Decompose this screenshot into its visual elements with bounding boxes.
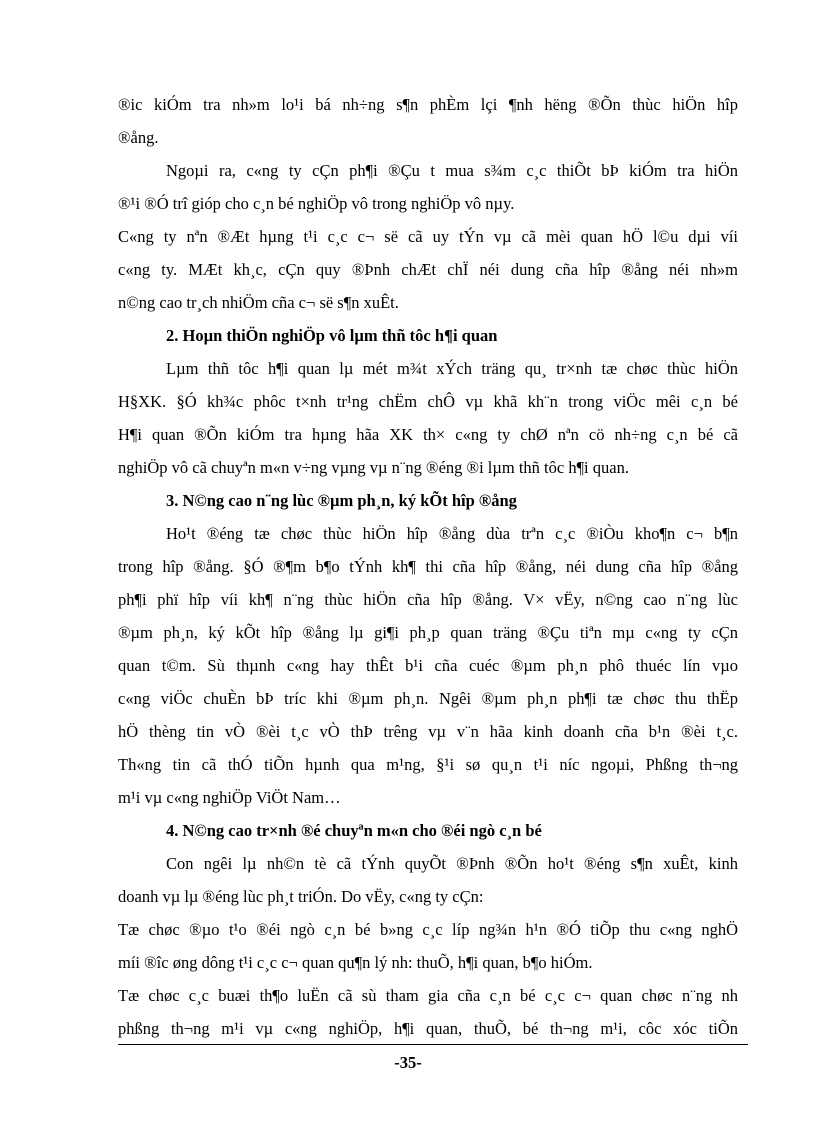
section-heading: 3. N©ng cao n¨ng lùc ®µm ph¸n, ký kÕt hîp ®ång (166, 491, 517, 510)
text-line: n©ng cao tr¸ch nhiÖm cña c¬ së s¶n xuÊt. (118, 293, 399, 312)
text-line: nghiÖp vô cã chuyªn m«n v÷ng vµng vµ n¨ng ®éng ®i lµm thñ tôc h¶i quan. (118, 458, 629, 477)
section-heading: 2. Hoµn thiÖn nghiÖp vô lµm thñ tôc h¶i quan (166, 326, 498, 345)
text-line: C«ng ty nªn ®Æt hµng t¹i c¸c c¬ së cã uy tÝn vµ cã mèi quan hÖ l©u dµi víi (118, 227, 738, 246)
text-line: Ho¹t ®éng tæ chøc thùc hiÖn hîp ®ång dùa trªn c¸c ®iÒu kho¶n c¬ b¶n (166, 524, 738, 543)
text-line: c«ng viÖc chuÈn bÞ tríc khi ®µm ph¸n. Ngêi ®µm ph¸n ph¶i tæ chøc thu thËp (118, 689, 738, 708)
text-line: H¶i quan ®Õn kiÓm tra hµng hãa XK th× c«ng ty chØ nªn cö nh÷ng c¸n bé cã (118, 425, 738, 444)
text-line: Con ngêi lµ nh©n tè cã tÝnh quyÕt ®Þnh ®Õn ho¹t ®éng s¶n xuÊt, kinh (166, 854, 738, 873)
page-number: -35- (394, 1053, 422, 1072)
text-line: Lµm thñ tôc h¶i quan lµ mét m¾t xÝch träng qu¸ tr×nh tæ chøc thùc hiÖn (166, 359, 738, 378)
text-line: quan t©m. Sù thµnh c«ng hay thÊt b¹i cña cuéc ®µm ph¸n phô thuéc lín vµo (118, 656, 738, 675)
text-line: Ngoµi ra, c«ng ty cÇn ph¶i ®Çu t mua s¾m c¸c thiÕt bÞ kiÓm tra hiÖn (166, 161, 738, 180)
text-line: míi ®îc øng dông t¹i c¸c c¬ quan qu¶n lý nh: thuÕ, h¶i quan, b¶o hiÓm. (118, 953, 593, 972)
text-line: ph¶i phï hîp víi kh¶ n¨ng thùc hiÖn cña hîp ®ång. V× vËy, n©ng cao n¨ng lùc (118, 590, 738, 609)
section-heading: 4. N©ng cao tr×nh ®é chuyªn m«n cho ®éi ngò c¸n bé (166, 821, 542, 840)
document-body (118, 88, 738, 1045)
text-line: Th«ng tin cã thÓ tiÕn hµnh qua m¹ng, §¹i sø qu¸n t¹i níc ngoµi, Phßng th¬ng (118, 755, 738, 774)
text-line: trong hîp ®ång. §Ó ®¶m b¶o tÝnh kh¶ thi cña hîp ®ång, néi dung cña hîp ®ång (118, 557, 738, 576)
text-line: ®ic kiÓm tra nh»m lo¹i bá nh÷ng s¶n phÈm lçi ¶nh hëng ®Õn thùc hiÖn hîp (118, 95, 738, 114)
text-line: H§XK. §Ó kh¾c phôc t×nh tr¹ng chËm chÔ vµ khã kh¨n trong viÖc mêi c¸n bé (118, 392, 738, 411)
footer-divider (118, 1044, 748, 1045)
text-line: ®µm ph¸n, ký kÕt hîp ®ång lµ gi¶i ph¸p quan träng ®Çu tiªn mµ c«ng ty cÇn (118, 623, 738, 642)
text-line: Tæ chøc ®µo t¹o ®éi ngò c¸n bé b»ng c¸c líp ng¾n h¹n ®Ó tiÕp thu c«ng nghÖ (118, 920, 738, 939)
text-line: ®ång. (118, 128, 159, 147)
text-line: c«ng ty. MÆt kh¸c, cÇn quy ®Þnh chÆt chÏ néi dung cña hîp ®ång néi nh»m (118, 260, 738, 279)
text-line: hÖ thèng tin vÒ ®èi t¸c vÒ thÞ trêng vµ v¨n hãa kinh doanh cña b¹n ®èi t¸c. (118, 722, 738, 741)
text-line: ®¹i ®Ó trî gióp cho c¸n bé nghiÖp vô trong nghiÖp vô nµy. (118, 194, 515, 213)
text-line: phßng th¬ng m¹i vµ c«ng nghiÖp, h¶i quan, thuÕ, bé th¬ng m¹i, côc xóc tiÕn (118, 1019, 738, 1038)
text-line: doanh vµ lµ ®éng lùc ph¸t triÓn. Do vËy, c«ng ty cÇn: (118, 887, 484, 906)
text-line: Tæ chøc c¸c buæi th¶o luËn cã sù tham gia cña c¸n bé c¸c c¬ quan chøc n¨ng nh (118, 986, 738, 1005)
text-line: m¹i vµ c«ng nghiÖp ViÖt Nam… (118, 788, 341, 807)
